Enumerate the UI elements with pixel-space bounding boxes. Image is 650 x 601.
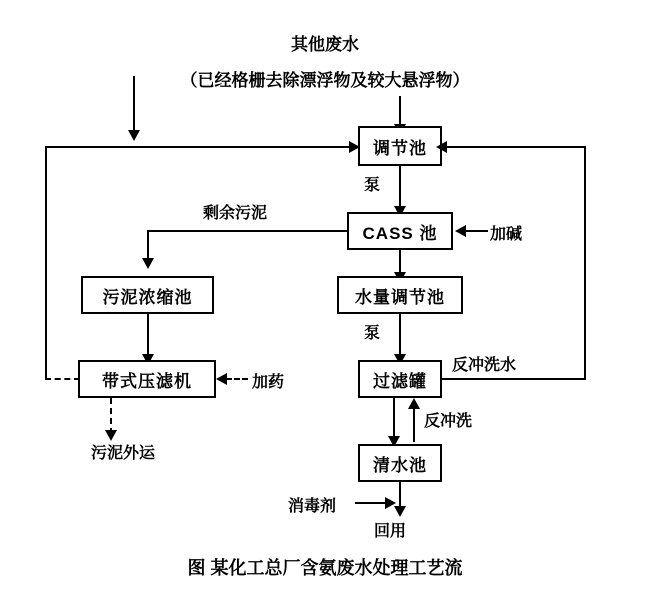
edge-daishi-to-waiyun: [110, 398, 112, 434]
edge-label-wuni-waiyun: 污泥外运: [91, 445, 156, 462]
edge-fanchongxishui-vert: [584, 146, 586, 380]
edge-label-fanchongxi: 反冲洗: [424, 413, 473, 430]
arrowhead-jiajian: [455, 225, 466, 237]
arrowhead-fanchongxishui-to-tiaojiechi: [436, 141, 447, 153]
edge-left-feed: [133, 76, 135, 134]
node-tiaojiechi-label: 调节池: [373, 138, 427, 158]
edge-daishi-return-horiz: [45, 378, 80, 380]
node-daishi[interactable]: [78, 360, 216, 398]
node-tiaojiechi[interactable]: [358, 126, 442, 166]
edge-wunining-to-daishi: [147, 314, 149, 358]
node-qingshuichi-label: 清水池: [373, 455, 427, 475]
edge-fanchongxishui-horiz: [442, 378, 586, 380]
edge-label-fanchongxishui: 反冲洗水: [452, 357, 517, 374]
edge-shuiliang-to-guolv: [399, 314, 401, 358]
node-guolvguan[interactable]: [358, 360, 442, 398]
edge-cass-to-wunining: [147, 230, 349, 232]
edge-label-pump-2: 泵: [364, 325, 381, 342]
edge-label-jiayao: 加药: [252, 374, 285, 391]
edge-header-to-tiaojiechi: [399, 96, 401, 126]
node-daishi-label: 带式压滤机: [102, 371, 192, 391]
edge-label-jiajian: 加碱: [490, 226, 523, 243]
edge-tiaojiechi-to-cass: [399, 166, 401, 209]
edge-fanchongxishui-top: [446, 146, 586, 148]
edge-label-xiaodujii: 消毒剂: [288, 498, 337, 515]
edge-daishi-return-vert: [45, 146, 47, 378]
edge-guolv-to-qingshui: [393, 398, 395, 440]
node-guolvguan-label: 过滤罐: [373, 371, 427, 391]
edge-jiajian-to-cass: [466, 230, 488, 232]
node-qingshuichi[interactable]: [358, 444, 442, 482]
node-wunining-label: 污泥浓缩池: [102, 287, 193, 307]
node-shuiliang[interactable]: [337, 276, 463, 314]
node-shuiliang-label: 水量调节池: [355, 287, 445, 307]
node-cass-label: CASS 池: [362, 223, 438, 243]
diagram-header-line2: （已经格栅去除漂浮物及较大悬浮物）: [180, 71, 470, 90]
edge-left-return-to-tiaojiechi: [45, 146, 355, 148]
edge-label-shengyu-wuni: 剩余污泥: [203, 205, 268, 222]
arrowhead-jiayao: [216, 373, 227, 385]
node-wunining[interactable]: [81, 276, 214, 314]
diagram-header-line1: 其他废水: [291, 35, 359, 54]
arrowhead-xiaodujii: [385, 497, 396, 509]
edge-fanchongxi-up: [413, 404, 415, 442]
edge-label-pump-1: 泵: [364, 177, 381, 194]
node-cass[interactable]: [347, 212, 453, 250]
diagram-caption: 图 某化工总厂含氨废水处理工艺流: [187, 558, 463, 578]
edge-xiaodujii: [355, 502, 387, 504]
arrowhead-cass-to-wunining: [142, 258, 154, 269]
edge-jiayao-to-daishi: [226, 378, 248, 380]
edge-label-huiyong: 回用: [374, 523, 407, 540]
arrowhead-fanchongxi-up: [408, 398, 420, 409]
arrowhead-left-feed: [128, 130, 140, 141]
